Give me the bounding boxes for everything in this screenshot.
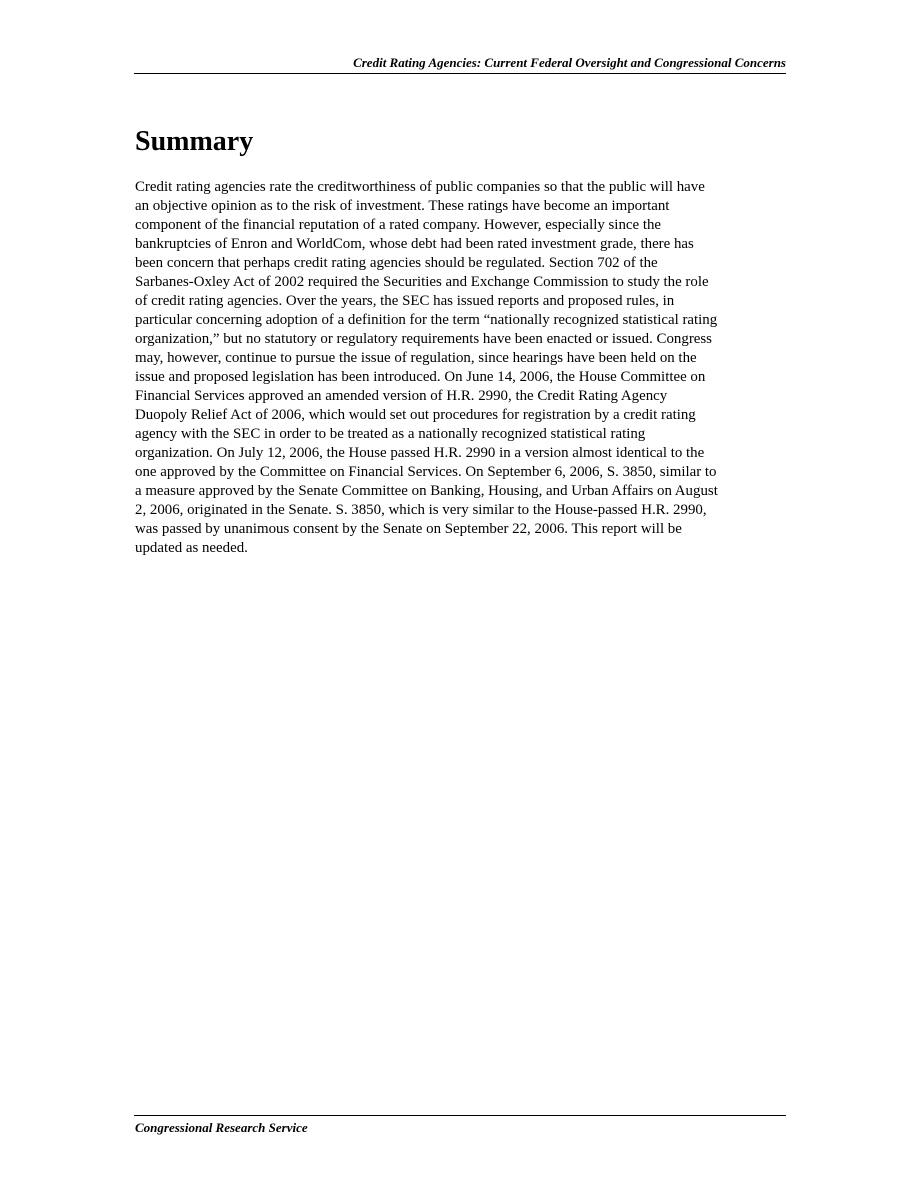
summary-line: Credit rating agencies rate the creditworthiness of public companies so that the public will have: [135, 179, 705, 195]
summary-line: may, however, continue to pursue the issue of regulation, since hearings have been held on the: [135, 350, 697, 366]
summary-line: Duopoly Relief Act of 2006, which would set out procedures for registration by a credit rating: [135, 407, 696, 423]
page-header: [134, 55, 786, 74]
summary-line: Financial Services approved an amended version of H.R. 2990, the Credit Rating Agency: [135, 388, 668, 404]
summary-paragraph: [135, 178, 787, 558]
page-footer: [134, 1115, 786, 1135]
footer-publisher: Congressional Research Service: [135, 1120, 308, 1135]
summary-heading: Summary: [135, 126, 254, 157]
summary-line: an objective opinion as to the risk of investment. These ratings have become an important: [135, 198, 670, 214]
summary-line: component of the financial reputation of a rated company. However, especially since the: [135, 217, 662, 233]
summary-line: a measure approved by the Senate Committee on Banking, Housing, and Urban Affairs on August: [135, 483, 718, 499]
summary-line: organization,” but no statutory or regulatory requirements have been enacted or issued. Congress: [135, 331, 712, 347]
summary-line: was passed by unanimous consent by the Senate on September 22, 2006. This report will be: [135, 521, 682, 537]
summary-line: particular concerning adoption of a definition for the term “nationally recognized statistical rating: [135, 312, 718, 328]
summary-line: 2, 2006, originated in the Senate. S. 3850, which is very similar to the House-passed H.R. 2990,: [135, 502, 707, 518]
running-header-title: Credit Rating Agencies: Current Federal Oversight and Congressional Concerns: [353, 55, 786, 70]
summary-line: Sarbanes-Oxley Act of 2002 required the Securities and Exchange Commission to study the role: [135, 274, 709, 290]
summary-line: of credit rating agencies. Over the years, the SEC has issued reports and proposed rules, in: [135, 293, 675, 309]
summary-line: organization. On July 12, 2006, the House passed H.R. 2990 in a version almost identical to the: [135, 445, 705, 461]
summary-line: been concern that perhaps credit rating agencies should be regulated. Section 702 of the: [135, 255, 658, 271]
summary-line: updated as needed.: [135, 540, 248, 556]
summary-line: bankruptcies of Enron and WorldCom, whose debt had been rated investment grade, there has: [135, 236, 694, 252]
summary-line: issue and proposed legislation has been introduced. On June 14, 2006, the House Committee on: [135, 369, 706, 385]
summary-line: one approved by the Committee on Financial Services. On September 6, 2006, S. 3850, similar to: [135, 464, 717, 480]
summary-line: agency with the SEC in order to be treated as a nationally recognized statistical rating: [135, 426, 646, 442]
